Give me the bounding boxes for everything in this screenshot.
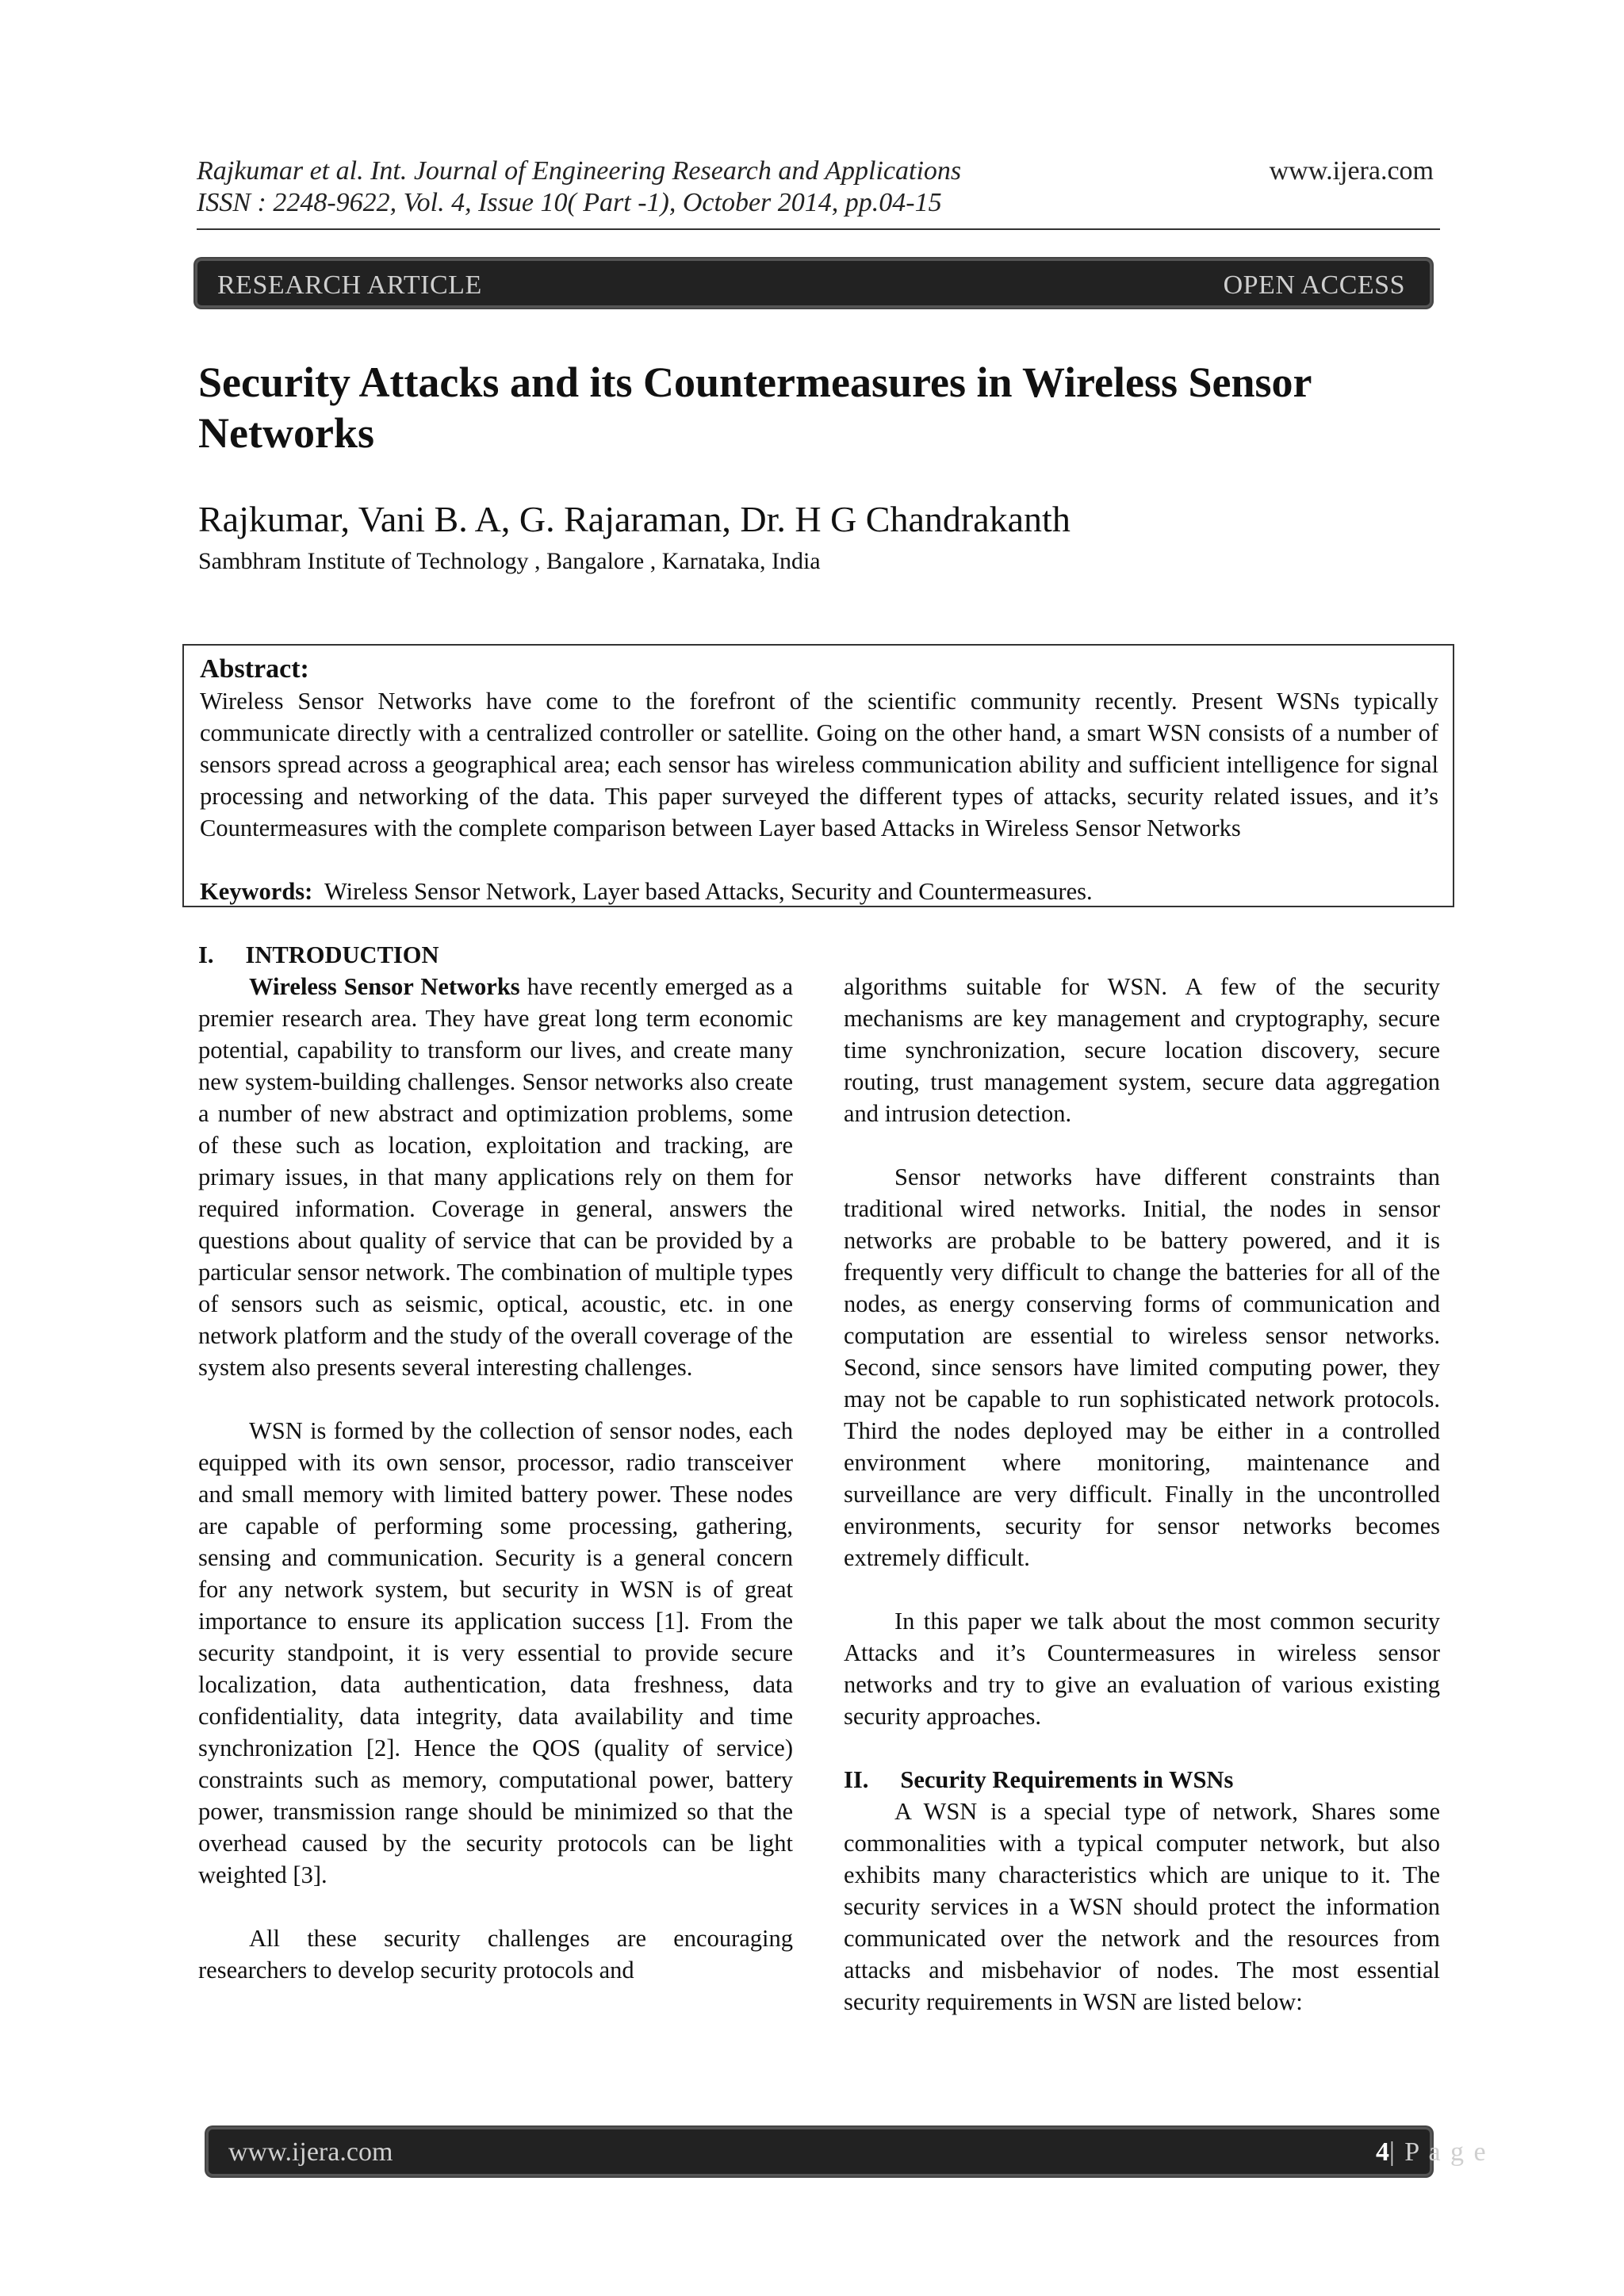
header-journal-url[interactable]: www.ijera.com xyxy=(1269,156,1434,186)
keywords-line xyxy=(200,876,1093,907)
intro-paragraph-4: Sensor networks have different constraints than traditional wired networks. Initial, the nodes in sensor networks are probable to be battery powered, and it is frequently very difficult to change the batteries for all of the nodes, as energy conserving forms of communication and computation are essential to wireless sensor networks. Second, since sensors have limited computing power, they may not be capable to run sophisticated network protocols. Third the nodes deployed may be either in a controlled environment where monitoring, maintenance and surveillance are very difficult. Finally in the uncontrolled environments, security for sensor networks becomes extremely difficult. xyxy=(844,1163,1440,1571)
journal-citation: Rajkumar et al. Int. Journal of Engineering Research and Applications xyxy=(197,156,962,186)
abstract-heading: Abstract: xyxy=(200,654,309,684)
intro-paragraph-3-continued: algorithms suitable for WSN. A few of the security mechanisms are key management and cryptography, secure time synchronization, secure location discovery, secure routing, trust management system, secure data aggregation and intrusion detection. xyxy=(844,973,1440,1127)
section-heading-security-requirements xyxy=(844,1764,1440,1796)
page-footer xyxy=(206,2127,1488,2176)
page-number: 4 xyxy=(1376,2137,1389,2167)
page-indicator xyxy=(1376,2137,1488,2168)
author-list: Rajkumar, Vani B. A, G. Rajaraman, Dr. H G Chandrakanth xyxy=(198,499,1071,539)
right-column xyxy=(844,971,1440,2018)
left-column xyxy=(198,939,793,1986)
intro-paragraph-2: WSN is formed by the collection of sensor nodes, each equipped with its own sensor, processor, radio transceiver and small memory with limited battery power. These nodes are capable of performing some processing, gathering, sensing and communication. Security is a general concern for any network system, but security in WSN is of great importance to ensure its application success [1]. From the security standpoint, it is very essential to provide secure localization, data authentication, data freshness, data confidentiality, data integrity, data availability and time synchronization [2]. Hence the QOS (quality of service) constraints such as memory, computational power, battery power, transmission range should be minimized so that the overhead caused by the security protocols can be light weighted [3]. xyxy=(198,1417,793,1888)
keywords-list: Wireless Sensor Network, Layer based Attacks, Security and Countermeasures. xyxy=(324,878,1093,905)
paper-title: Security Attacks and its Countermeasures in Wireless Sensor Networks xyxy=(198,358,1312,457)
research-article-label: RESEARCH ARTICLE xyxy=(217,270,482,300)
abstract-box xyxy=(182,644,1454,907)
intro-paragraph-3: All these security challenges are encouraging researchers to develop security protocols and xyxy=(198,1925,793,1984)
footer-journal-url[interactable]: www.ijera.com xyxy=(228,2137,393,2167)
section-title: Security Requirements in WSNs xyxy=(900,1766,1234,1793)
intro-lead-term: Wireless Sensor Networks xyxy=(249,973,520,1000)
security-requirements-paragraph: A WSN is a special type of network, Shares some commonalities with a typical computer network, but also exhibits many characteristics which are unique to it. The security services in a WSN should protect the information communicated over the network and the resources from attacks and misbehavior of nodes. The most essential security requirements in WSN are listed below: xyxy=(844,1798,1440,2015)
keywords-label: Keywords: xyxy=(200,878,313,905)
running-header xyxy=(197,155,1440,230)
page-label: | P a g e xyxy=(1389,2137,1488,2167)
author-affiliation: Sambhram Institute of Technology , Bangalore , Karnataka, India xyxy=(198,548,821,574)
intro-paragraph-1-text: have recently emerged as a premier research area. They have great long term economic potential, capability to transform our lives, and create many new system-building challenges. Sensor networks also create a number of new abstract and optimization problems, some of these such as location, exploitation and tracking, are primary issues, in that many applications rely on them for required information. Coverage in general, answers the questions about quality of service that can be provided by a particular sensor network. The combination of multiple types of sensors such as seismic, optical, acoustic, etc. in one network platform and the study of the overall coverage of the system also presents several interesting challenges. xyxy=(198,973,793,1381)
open-access-label: OPEN ACCESS xyxy=(1223,270,1405,300)
intro-paragraph-1 xyxy=(198,971,793,1383)
section-title: INTRODUCTION xyxy=(245,941,439,968)
section-number: I. xyxy=(198,941,214,968)
abstract-body: Wireless Sensor Networks have come to the forefront of the scientific community recently. Present WSNs typically communicate directly with a centralized controller or satellite. Going on the other hand, a smart WSN consists of a number of sensors spread across a geographical area; each sensor has wireless communication ability and sufficient intelligence for signal processing and networking of the data. This paper surveyed the different types of attacks, security related issues, and it’s Countermeasures with the complete comparison between Layer based Attacks in Wireless Sensor Networks xyxy=(200,688,1438,841)
article-type-banner xyxy=(195,259,1432,308)
section-heading-introduction xyxy=(198,939,793,971)
issn-line: ISSN : 2248-9622, Vol. 4, Issue 10( Part -1), October 2014, pp.04-15 xyxy=(197,188,942,217)
intro-paragraph-5: In this paper we talk about the most common security Attacks and it’s Countermeasures in wireless sensor networks and try to give an evaluation of various existing security approaches. xyxy=(844,1608,1440,1730)
section-number: II. xyxy=(844,1766,869,1793)
